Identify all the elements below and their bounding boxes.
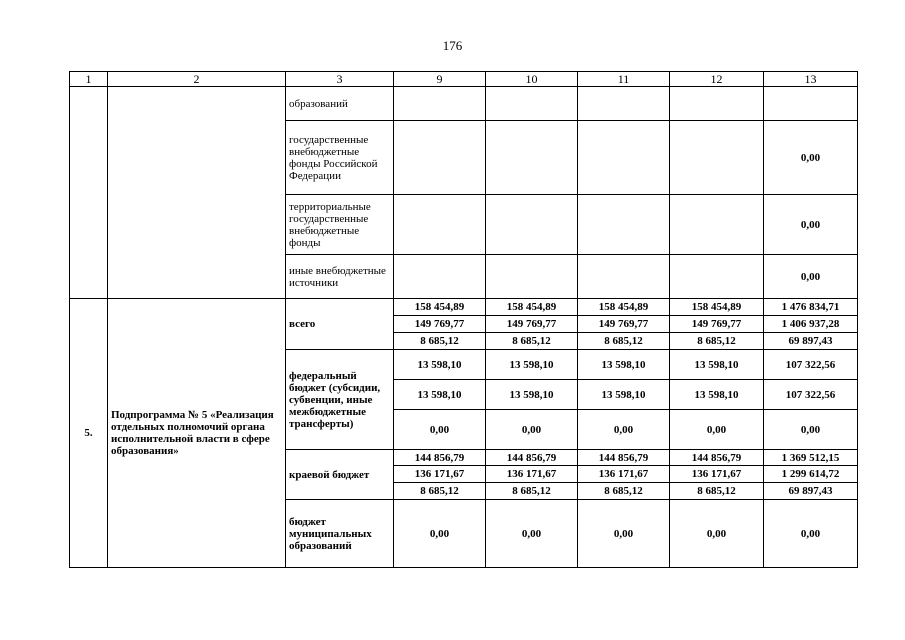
source-label: государственные внебюджетные фонды Российской Федерации <box>286 121 394 195</box>
value-cell: 158 454,89 <box>486 299 578 316</box>
value-cell: 13 598,10 <box>394 350 486 380</box>
value-cell: 69 897,43 <box>764 483 858 500</box>
value-cell <box>670 121 764 195</box>
row-title-cell <box>108 87 286 299</box>
value-cell: 0,00 <box>486 410 578 450</box>
value-cell: 0,00 <box>394 410 486 450</box>
source-label: федеральный бюджет (субсидии, субвенции, иные межбюджетные трансферты) <box>286 350 394 450</box>
value-cell: 1 406 937,28 <box>764 316 858 333</box>
source-label: иные внебюджетные источники <box>286 255 394 299</box>
value-cell: 0,00 <box>764 255 858 299</box>
value-cell <box>486 87 578 121</box>
header-cell: 10 <box>486 72 578 87</box>
header-cell: 2 <box>108 72 286 87</box>
value-cell: 13 598,10 <box>486 380 578 410</box>
value-cell: 144 856,79 <box>578 450 670 466</box>
value-cell: 8 685,12 <box>670 483 764 500</box>
value-cell: 1 299 614,72 <box>764 466 858 483</box>
value-cell <box>670 87 764 121</box>
header-cell: 1 <box>70 72 108 87</box>
header-cell: 12 <box>670 72 764 87</box>
value-cell: 144 856,79 <box>486 450 578 466</box>
value-cell: 149 769,77 <box>670 316 764 333</box>
value-cell: 13 598,10 <box>578 350 670 380</box>
value-cell: 8 685,12 <box>486 333 578 350</box>
value-cell: 136 171,67 <box>578 466 670 483</box>
value-cell: 144 856,79 <box>394 450 486 466</box>
value-cell: 0,00 <box>764 500 858 568</box>
value-cell: 0,00 <box>578 500 670 568</box>
value-cell: 0,00 <box>486 500 578 568</box>
value-cell: 0,00 <box>670 500 764 568</box>
value-cell: 1 369 512,15 <box>764 450 858 466</box>
value-cell: 0,00 <box>578 410 670 450</box>
value-cell: 107 322,56 <box>764 350 858 380</box>
value-cell: 158 454,89 <box>578 299 670 316</box>
value-cell: 158 454,89 <box>394 299 486 316</box>
table-row <box>70 299 858 316</box>
value-cell: 0,00 <box>764 195 858 255</box>
subprogram-title: Подпрограмма № 5 «Реализация отдельных полномочий органа исполнительной власти в сфере образования» <box>108 299 286 568</box>
value-cell <box>764 87 858 121</box>
value-cell: 69 897,43 <box>764 333 858 350</box>
budget-table <box>69 71 858 568</box>
value-cell <box>578 121 670 195</box>
value-cell <box>486 255 578 299</box>
header-cell: 9 <box>394 72 486 87</box>
source-label: всего <box>286 299 394 350</box>
value-cell <box>486 121 578 195</box>
value-cell <box>394 87 486 121</box>
source-label: образований <box>286 87 394 121</box>
value-cell: 13 598,10 <box>670 350 764 380</box>
value-cell: 0,00 <box>764 410 858 450</box>
header-cell: 3 <box>286 72 394 87</box>
value-cell: 136 171,67 <box>486 466 578 483</box>
row-number-cell <box>70 87 108 299</box>
value-cell <box>670 195 764 255</box>
value-cell: 13 598,10 <box>394 380 486 410</box>
value-cell: 107 322,56 <box>764 380 858 410</box>
header-cell: 11 <box>578 72 670 87</box>
page-number: 176 <box>442 38 463 53</box>
value-cell: 149 769,77 <box>486 316 578 333</box>
value-cell <box>670 255 764 299</box>
value-cell: 136 171,67 <box>670 466 764 483</box>
value-cell <box>578 195 670 255</box>
value-cell: 136 171,67 <box>394 466 486 483</box>
value-cell: 13 598,10 <box>578 380 670 410</box>
value-cell: 0,00 <box>764 121 858 195</box>
value-cell <box>394 255 486 299</box>
value-cell: 144 856,79 <box>670 450 764 466</box>
value-cell <box>578 255 670 299</box>
table-row <box>70 87 858 121</box>
value-cell <box>394 195 486 255</box>
value-cell: 8 685,12 <box>578 483 670 500</box>
row-number: 5. <box>70 299 108 568</box>
value-cell <box>394 121 486 195</box>
value-cell: 0,00 <box>394 500 486 568</box>
value-cell: 8 685,12 <box>578 333 670 350</box>
value-cell: 149 769,77 <box>394 316 486 333</box>
value-cell: 13 598,10 <box>670 380 764 410</box>
header-cell: 13 <box>764 72 858 87</box>
value-cell: 158 454,89 <box>670 299 764 316</box>
value-cell: 8 685,12 <box>486 483 578 500</box>
header-row <box>70 72 858 87</box>
value-cell: 8 685,12 <box>394 483 486 500</box>
value-cell: 149 769,77 <box>578 316 670 333</box>
value-cell: 13 598,10 <box>486 350 578 380</box>
value-cell: 8 685,12 <box>394 333 486 350</box>
value-cell <box>578 87 670 121</box>
source-label: краевой бюджет <box>286 450 394 500</box>
value-cell: 0,00 <box>670 410 764 450</box>
source-label: территориальные государственные внебюджетные фонды <box>286 195 394 255</box>
source-label: бюджет муниципальных образований <box>286 500 394 568</box>
value-cell <box>486 195 578 255</box>
value-cell: 1 476 834,71 <box>764 299 858 316</box>
value-cell: 8 685,12 <box>670 333 764 350</box>
